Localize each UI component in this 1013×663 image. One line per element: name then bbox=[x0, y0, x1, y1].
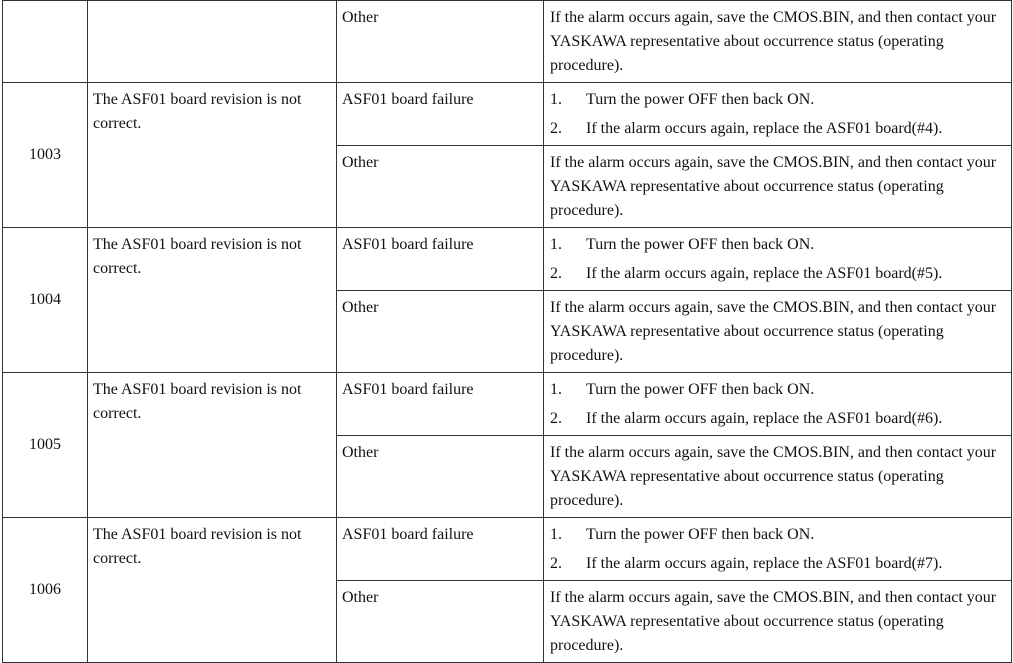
remedy-step bbox=[550, 88, 1006, 112]
remedy-cell bbox=[544, 373, 1012, 436]
step-number: 2. bbox=[550, 410, 562, 427]
cause-cell: Other bbox=[337, 1, 544, 83]
alarm-table bbox=[2, 0, 1012, 663]
alarm-description-cell: The ASF01 board revision is not correct. bbox=[88, 373, 337, 518]
step-text: Turn the power OFF then back ON. bbox=[586, 236, 815, 253]
remedy-cell: If the alarm occurs again, save the CMOS.BIN, and then contact your YASKAWA representative about occurrence status (operating procedure). bbox=[544, 291, 1012, 373]
step-number: 2. bbox=[550, 555, 562, 572]
cause-cell: ASF01 board failure bbox=[337, 373, 544, 436]
cause-cell: ASF01 board failure bbox=[337, 228, 544, 291]
step-text: If the alarm occurs again, replace the ASF01 board(#5). bbox=[586, 265, 943, 282]
alarm-code-cell: 1004 bbox=[3, 228, 88, 373]
alarm-code-cell: 1003 bbox=[3, 83, 88, 228]
table-row bbox=[3, 518, 1012, 581]
remedy-step bbox=[550, 262, 1006, 286]
remedy-step bbox=[550, 233, 1006, 257]
step-text: If the alarm occurs again, replace the ASF01 board(#6). bbox=[586, 410, 943, 427]
remedy-cell: If the alarm occurs again, save the CMOS.BIN, and then contact your YASKAWA representative about occurrence status (operating procedure). bbox=[544, 436, 1012, 518]
table-row bbox=[3, 373, 1012, 436]
step-text: If the alarm occurs again, replace the ASF01 board(#4). bbox=[586, 120, 943, 137]
step-text: Turn the power OFF then back ON. bbox=[586, 381, 815, 398]
cause-cell: Other bbox=[337, 146, 544, 228]
step-number: 1. bbox=[550, 91, 562, 108]
remedy-cell: If the alarm occurs again, save the CMOS.BIN, and then contact your YASKAWA representative about occurrence status (operating procedure). bbox=[544, 581, 1012, 663]
step-number: 1. bbox=[550, 236, 562, 253]
step-number: 2. bbox=[550, 120, 562, 137]
alarm-table-body bbox=[3, 1, 1012, 663]
step-number: 2. bbox=[550, 265, 562, 282]
cause-cell: ASF01 board failure bbox=[337, 518, 544, 581]
alarm-code-cell bbox=[3, 1, 88, 83]
alarm-description-cell: The ASF01 board revision is not correct. bbox=[88, 83, 337, 228]
remedy-cell: If the alarm occurs again, save the CMOS.BIN, and then contact your YASKAWA representative about occurrence status (operating procedure). bbox=[544, 146, 1012, 228]
step-text: Turn the power OFF then back ON. bbox=[586, 526, 815, 543]
cause-cell: ASF01 board failure bbox=[337, 83, 544, 146]
alarm-description-cell: The ASF01 board revision is not correct. bbox=[88, 228, 337, 373]
step-text: Turn the power OFF then back ON. bbox=[586, 91, 815, 108]
remedy-cell: If the alarm occurs again, save the CMOS.BIN, and then contact your YASKAWA representative about occurrence status (operating procedure). bbox=[544, 1, 1012, 83]
alarm-code-cell: 1005 bbox=[3, 373, 88, 518]
alarm-description-cell bbox=[88, 1, 337, 83]
remedy-step bbox=[550, 407, 1006, 431]
cause-cell: Other bbox=[337, 436, 544, 518]
remedy-step bbox=[550, 378, 1006, 402]
step-number: 1. bbox=[550, 526, 562, 543]
step-text: If the alarm occurs again, replace the ASF01 board(#7). bbox=[586, 555, 943, 572]
cause-cell: Other bbox=[337, 581, 544, 663]
remedy-step bbox=[550, 552, 1006, 576]
remedy-cell bbox=[544, 83, 1012, 146]
alarm-description-cell: The ASF01 board revision is not correct. bbox=[88, 518, 337, 663]
remedy-step bbox=[550, 523, 1006, 547]
remedy-cell bbox=[544, 228, 1012, 291]
table-row bbox=[3, 1, 1012, 83]
remedy-step bbox=[550, 117, 1006, 141]
remedy-cell bbox=[544, 518, 1012, 581]
table-row bbox=[3, 228, 1012, 291]
table-row bbox=[3, 83, 1012, 146]
alarm-code-cell: 1006 bbox=[3, 518, 88, 663]
step-number: 1. bbox=[550, 381, 562, 398]
cause-cell: Other bbox=[337, 291, 544, 373]
